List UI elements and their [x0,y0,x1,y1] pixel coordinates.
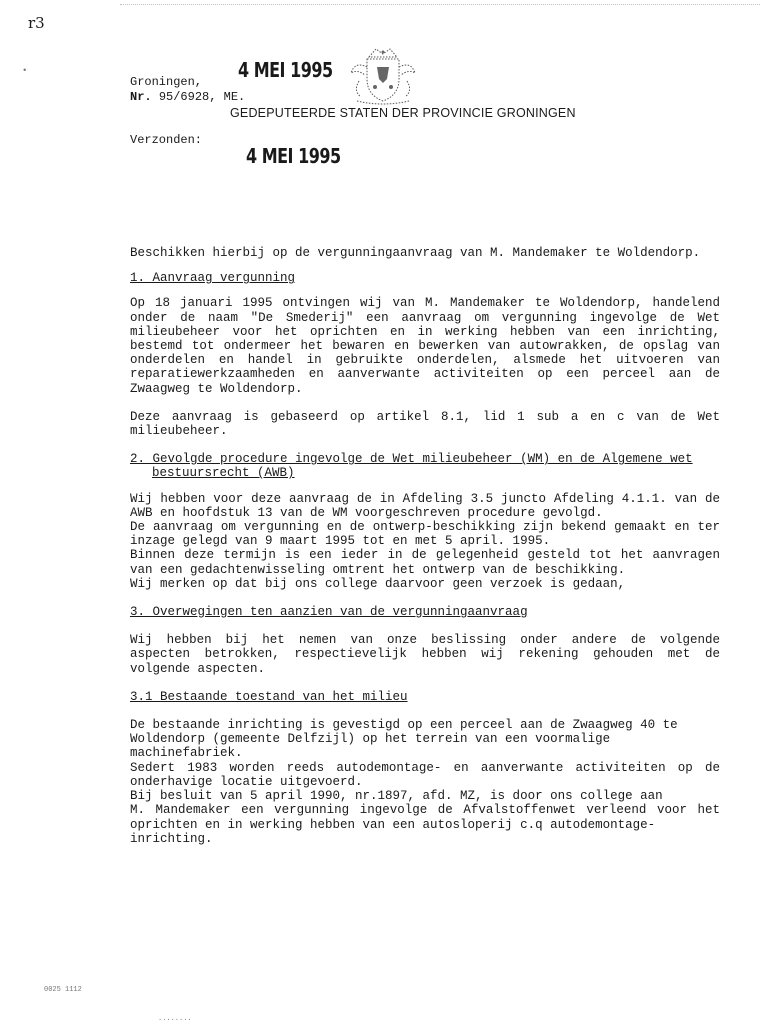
document-number: 95/6928, ME. [158,90,246,104]
section-2-heading: 2. Gevolgde procedure ingevolge de Wet milieubeheer (WM) en de Algemene wet [130,452,693,467]
sent-date-stamp: 4 MEI 1995 [246,144,341,168]
section-3-1-paragraph-1: De bestaande inrichting is gevestigd op een perceel aan de Zwaagweg 40 te Woldendorp (gemeente Delfzijl) op het terrein van een voormalige machinefabriek. Sedert 1983 worden reeds autodemontage- en aanverwante activiteiten op de onderhavige locatie uitgevoerd. Bij besluit van 5 april 1990, nr.1897, afd. MZ, is door ons college aan M. Mandemaker een vergunning ingevolge de Afvalstoffenwet verleend voor het oprichten en in werking hebben van een autosloperij c.q autodemontage- inrichting. [130,718,720,846]
letterhead-place-number [130,75,245,105]
intro-paragraph: Beschikken hierbij op de vergunningaanvraag van M. Mandemaker te Woldendorp. [130,246,701,260]
authority-heading: GEDEPUTEERDE STATEN DER PROVINCIE GRONINGEN [230,106,576,120]
section-1-paragraph-2: Deze aanvraag is gebaseerd op artikel 8.1, lid 1 sub a en c van de Wet milieubeheer. [130,409,720,439]
place-label: Groningen, [130,75,203,89]
scan-dot: • [22,66,28,76]
number-label: Nr. [130,90,152,104]
section-2-heading-continued: bestuursrecht (AWB) [152,466,295,481]
scan-footer-mark: 0025 1112 [44,986,82,994]
section-1-paragraph-1: Op 18 januari 1995 ontvingen wij van M. Mandemaker te Woldendorp, handelend onder de naam "De Smederij" een aanvraag om vergunning ingevolge de Wet milieubeheer voor het oprichten en in werking hebben van een inrichting, bestemd tot ondermeer het bewaren en bewerken van autowrakken, de opslag van onderdelen en handel in gebruikte onderdelen, alsmede het uitvoeren van reparatiewerkzaamheden en aanverwante activiteiten op een perceel aan de Zwaagweg te Woldendorp. [130,296,720,396]
provincial-crest-icon [343,45,423,107]
date-stamp: 4 MEI 1995 [238,58,333,82]
section-1-heading: 1. Aanvraag vergunning [130,271,296,286]
handwritten-mark: r3 [28,14,45,32]
section-3-1-heading: 3.1 Bestaande toestand van het milieu [130,689,408,704]
section-3-heading: 3. Overwegingen ten aanzien van de vergunningaanvraag [130,605,528,620]
section-2-paragraph-1: Wij hebben voor deze aanvraag de in Afdeling 3.5 juncto Afdeling 4.1.1. van de AWB en hoofdstuk 13 van de WM voorgeschreven procedure gevolgd. De aanvraag om vergunning en de ontwerp-beschikking zijn bekend gemaakt en ter inzage gelegd van 9 maart 1995 tot en met 5 april. 1995. Binnen deze termijn is een ieder in de gelegenheid gesteld tot het aanvragen van een gedachtenwisseling omtrent het ontwerp van de beschikking. Wij merken op dat bij ons college daarvoor geen verzoek is gedaan, [130,491,720,591]
sent-label: Verzonden: [130,133,203,147]
scan-footer-dots: ........ [158,1015,192,1023]
scan-artifact-line [120,4,760,5]
section-3-paragraph-1: Wij hebben bij het nemen van onze beslissing onder andere de volgende aspecten betrokken, respectievelijk hebben wij rekening gehouden met de volgende aspecten. [130,633,720,676]
document-body [130,246,720,846]
